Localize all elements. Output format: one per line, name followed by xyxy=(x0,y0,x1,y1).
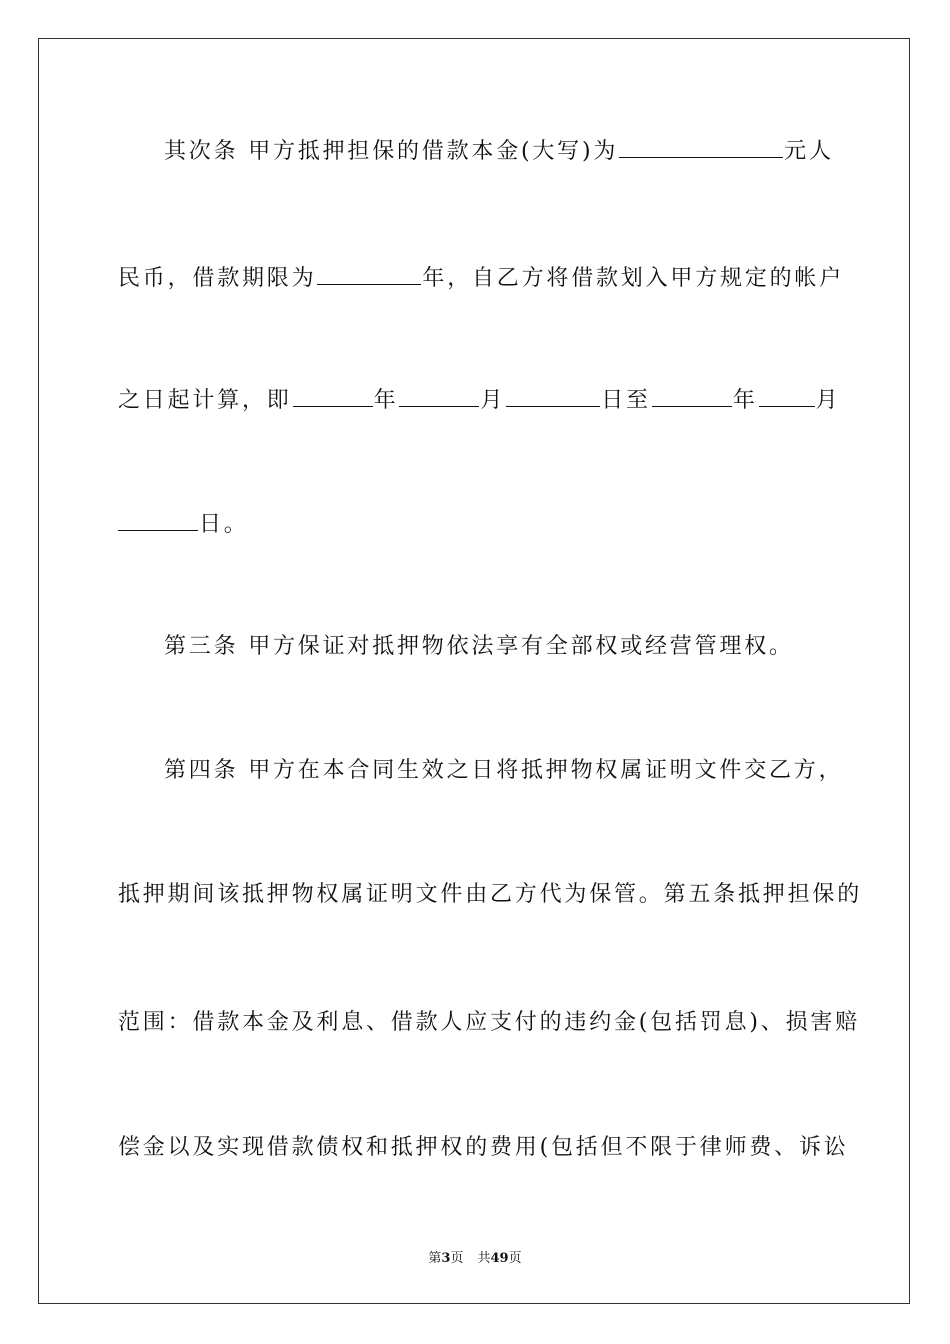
line-8-text: 范围：借款本金及利息、借款人应支付的违约金(包括罚息)、损害赔 xyxy=(118,1010,860,1035)
article-4-text: 第四条 甲方在本合同生效之日将抵押物权属证明文件交乙方， xyxy=(164,758,844,783)
line-2-text-b: 年，自乙方将借款划入甲方规定的帐户 xyxy=(422,266,845,291)
footer-page-number: 3 xyxy=(441,1251,451,1266)
line-3-year-a: 年 xyxy=(373,388,399,413)
line-1-text-a: 其次条 甲方抵押担保的借款本金(大写)为 xyxy=(164,139,619,164)
paragraph-line-4 xyxy=(118,508,249,540)
line-4-text-b: 日。 xyxy=(199,512,249,537)
blank-start-year[interactable] xyxy=(293,384,373,407)
paragraph-article-4 xyxy=(164,756,843,786)
blank-start-day[interactable] xyxy=(506,384,600,407)
paragraph-line-8 xyxy=(118,1008,860,1038)
paragraph-line-7 xyxy=(118,880,862,910)
paragraph-line-2 xyxy=(118,262,844,294)
line-3-text-a: 之日起计算，即 xyxy=(118,388,292,413)
blank-principal-amount[interactable] xyxy=(619,135,783,158)
blank-end-day[interactable] xyxy=(118,508,198,531)
line-7-text: 抵押期间该抵押物权属证明文件由乙方代为保管。第五条抵押担保的 xyxy=(118,882,863,907)
footer-page-suffix: 页 xyxy=(450,1251,464,1266)
footer-total-pages: 49 xyxy=(490,1251,509,1266)
footer-total-suffix: 页 xyxy=(508,1251,522,1266)
line-3-day-to: 日至 xyxy=(601,388,651,413)
line-9-text: 偿金以及实现借款债权和抵押权的费用(包括但不限于律师费、诉讼 xyxy=(118,1135,849,1160)
paragraph-line-1 xyxy=(164,135,834,167)
paragraph-line-9 xyxy=(118,1133,849,1163)
blank-start-month[interactable] xyxy=(399,384,479,407)
blank-end-month[interactable] xyxy=(759,384,815,407)
blank-end-year[interactable] xyxy=(652,384,732,407)
footer-total-prefix: 共 xyxy=(477,1251,491,1266)
line-2-text-a: 民币，借款期限为 xyxy=(118,266,317,291)
line-3-month-a: 月 xyxy=(480,388,506,413)
line-3-year-b: 年 xyxy=(732,388,758,413)
blank-loan-term-years[interactable] xyxy=(317,262,421,285)
paragraph-article-3 xyxy=(164,632,794,662)
line-3-month-b: 月 xyxy=(815,388,841,413)
page-footer xyxy=(0,1247,950,1266)
line-1-text-b: 元人 xyxy=(784,139,834,164)
page-border xyxy=(38,38,910,1304)
footer-page-prefix: 第 xyxy=(428,1251,442,1266)
article-3-text: 第三条 甲方保证对抵押物依法享有全部权或经营管理权。 xyxy=(164,634,794,659)
paragraph-line-3 xyxy=(118,384,840,416)
